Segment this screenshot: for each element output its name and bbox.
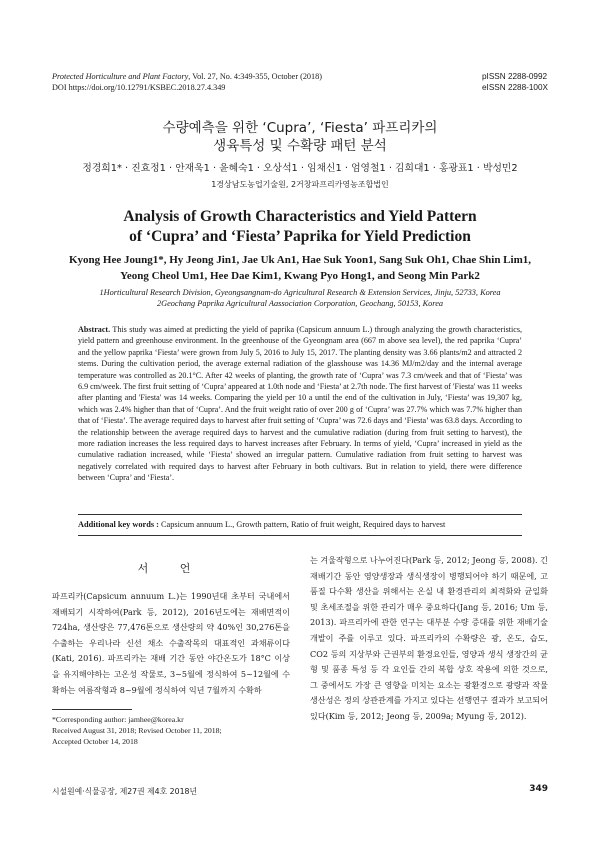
- doi-link[interactable]: DOI https://doi.org/10.12791/KSBEC.2018.27.4.349: [52, 83, 226, 92]
- footnote: [52, 714, 222, 748]
- abstract-text: This study was aimed at predicting the yield of paprika (Capsicum annuum L.) through analyzing the growth characteristics, yield pattern and greenhouse environment. In the greenhouse of the Gyeongnam area (667 m above sea level), the red paprika ‘Cupra’ and the yellow paprika ‘Fiesta’ were grown from July 5, 2016 to July 15, 2017. The planting density was 3.66 plants/m2 and attracted 2 stems. During the cultivation period, the average external radiation of the glasshouse was 14.36 MJ/m2/day and the internal average temperature was controlled as 20.1°C. After 42 weeks of planting, the growth rate of ‘Cupra’ was 7.3 cm/week and that of ‘Fiesta’ was 6.9 cm/week. The first fruit setting of ‘Cupra’ appeared at 1.0th node and ‘Fiesta’ at 2.7th node. The first harvest of 'Fiesta' was 11 weeks after planting and 'Fiesta' was 14 weeks. Comparing the yield per 10 a until the end of the cultivation in July, ‘Fiesta’ was 19,307 kg, which was 2.4% higher than that of ‘Cupra’. And the fruit weight ratio of over 200 g of ‘Cupra’ was 27.7% which was 7.7% higher than that of ‘Fiesta’. The average required days to harvest after fruit setting of ‘Cupra’ was 72.6 days and ‘Fiesta’ was 63.8 days. According to the relationship between the average required days to harvest and the cumulative radiation (during from fruit setting to harvest), the more radiation increases the less required days to harvest increases after February. In terms of yield, ‘Cupra’ increased in yield as the cumulative radiation increased, while ‘Fiesta’ showed an irregular pattern. Cumulative radiation from fruit setting to harvest was negatively correlated with required days to harvest after February in both cultivars. But in relation to yield, there were difference between ‘Cupra’ and ‘Fiesta’.: [78, 325, 522, 483]
- keywords-bottom-rule: [78, 535, 522, 536]
- pissn: pISSN 2288-0992: [482, 72, 548, 81]
- abstract: [78, 324, 522, 484]
- english-title-line1: Analysis of Growth Characteristics and Yield Pattern: [123, 208, 477, 225]
- english-affil-line1: 1Horticultural Research Division, Gyeongsangnam-do Agricultural Research & Extension Services, Jinju, 52733, Korea: [99, 288, 501, 297]
- journal-name: Protected Horticulture and Plant Factory: [52, 72, 189, 81]
- english-affiliation: [0, 287, 600, 309]
- korean-title: [0, 119, 600, 155]
- corresponding-author: *Corresponding author: jamhee@korea.kr: [52, 715, 184, 724]
- journal-header: [52, 71, 322, 93]
- english-authors-line2: Yeong Cheol Um1, Hee Dae Kim1, Kwang Pyo Hong1, and Seong Min Park2: [120, 270, 480, 282]
- korean-affiliation: 1경상남도농업기술원, 2거창파프리카영농조합법인: [211, 180, 389, 189]
- page-number: 349: [529, 784, 548, 794]
- keywords: [78, 520, 522, 529]
- keywords-text: Capsicum annuum L., Growth pattern, Ratio of fruit weight, Required days to harvest: [158, 520, 446, 529]
- journal-citation: , Vol. 27, No. 4:349-355, October (2018): [188, 72, 322, 81]
- keywords-label: Additional key words :: [78, 520, 159, 529]
- right-column: [310, 553, 548, 725]
- accepted-date: Accepted October 14, 2018: [52, 737, 138, 747]
- english-authors-line1: Kyong Hee Joung1*, Hy Jeong Jin1, Jae Uk An1, Hae Suk Yoon1, Sang Suk Oh1, Chae Shin Lim1,: [68, 254, 531, 266]
- intro-right-text: 는 겨울작형으로 나누어진다(Park 등, 2012; Jeong 등, 2008). 긴 재배기간 동안 영양생장과 생식생장이 병행되어야 하기 때문에, 고품질 다수확 생산을 위해서는 온실 내 환경관리의 최적화와 균일화 및 초세조절을 위한 관리가 매우 중요하다(Jang 등, 2016; Um 등, 2013). 파프리카에 관한 연구는 대부분 수량 증대를 위한 재배기술 개발이 주를 이루고 있다. 파프리카의 수확량은 광, 온도, 습도, CO2 등의 지상부와 근권부의 환경요인들, 영양과 생식 생장간의 균형 및 품종 특성 등 각 요인들 간의 복합 상호 작용에 의한 것으로, 그 중에서도 가장 큰 영향을 미치는 요소는 광환경으로 광량과 작물 생산성은 정의 상관관계를 가지고 있다는 선행연구 결과가 보고되어 있다(Kim 등, 2012; Jeong 등, 2009a; Myung 등, 2012).: [310, 555, 548, 721]
- left-column: [52, 560, 290, 698]
- english-affil-line2: 2Geochang Paprika Agricultural Aassociation Corporation, Geochang, 50153, Korea: [156, 299, 444, 308]
- eissn: eISSN 2288-100X: [482, 83, 548, 92]
- section-heading-intro: 서 언: [137, 562, 205, 575]
- footnote-rule: [52, 709, 132, 710]
- issn-block: [482, 71, 548, 93]
- english-authors: [0, 252, 600, 284]
- korean-title-line1: 수량예측을 위한 ‘Cupra’, ‘Fiesta’ 파프리카의: [162, 120, 438, 136]
- english-title-line2: of ‘Cupra’ and ‘Fiesta’ Paprika for Yield Prediction: [129, 228, 471, 245]
- abstract-label: Abstract.: [78, 325, 111, 334]
- footer-journal: 시설원예‧식물공장, 제27권 제4호 2018년: [52, 787, 198, 796]
- intro-left-text: 파프리카(Capsicum annuum L.)는 1990년대 초부터 국내에서 재배되기 시작하여(Park 등, 2012), 2016년도에는 재배면적이 724ha, 생산량은 77,476톤으로 생산량의 약 40%인 30,276톤을 수출하는 우리나라 신선 채소 수출작목의 대표적인 과채류이다(Kati, 2016). 파프리카는 재배 기간 동안 야간온도가 18°C 이상을 유지해야하는 고온성 작물로, 3~5월에 정식하여 5~12월에 수확하는 여름작형과 8~9월에 정식하여 익년 7월까지 수확하: [52, 591, 290, 695]
- keywords-top-rule: [78, 514, 522, 515]
- received-date: Received August 31, 2018; Revised October 11, 2018;: [52, 726, 222, 736]
- korean-authors: 정경희1* · 진효정1 · 안재욱1 · 윤혜숙1 · 오상석1 · 임채신1 · 엄영철1 · 김희대1 · 홍광표1 · 박성민2: [82, 163, 518, 174]
- english-title: [0, 207, 600, 247]
- korean-title-line2: 생육특성 및 수확량 패턴 분석: [213, 138, 387, 154]
